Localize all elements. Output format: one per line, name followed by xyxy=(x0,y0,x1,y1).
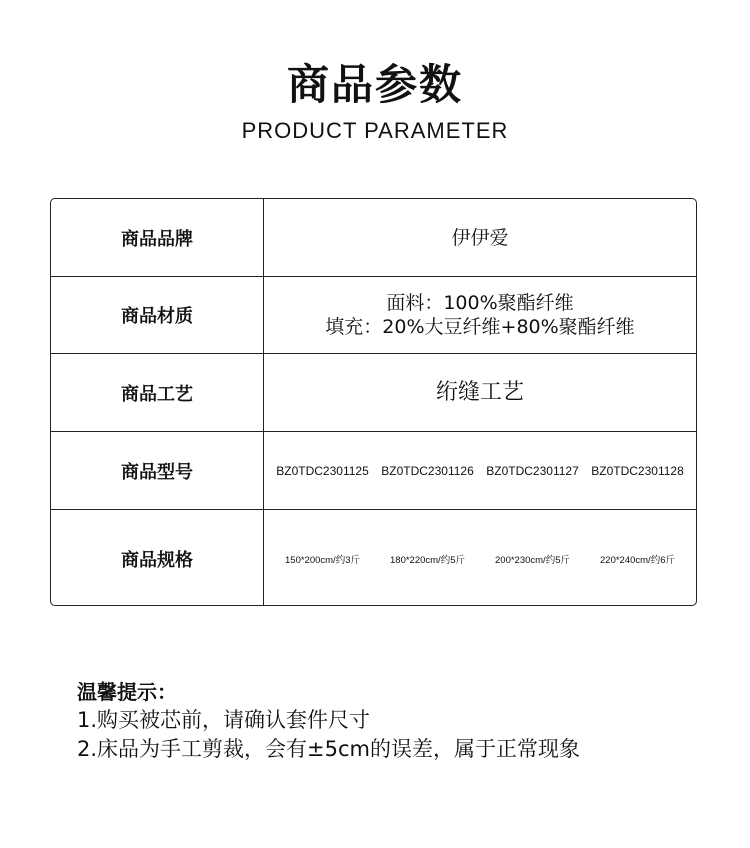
spec-value: 150*200cm/约3斤 xyxy=(285,554,360,566)
brand-value: 伊伊爱 xyxy=(451,226,509,249)
model-value: BZ0TDC2301127 xyxy=(486,463,579,478)
model-value: BZ0TDC2301126 xyxy=(381,463,474,478)
row-craft xyxy=(51,353,696,431)
material-value xyxy=(264,277,696,353)
spec-label: 商品规格 xyxy=(51,510,264,606)
page-subtitle: PRODUCT PARAMETER xyxy=(241,118,509,143)
brand-label: 商品品牌 xyxy=(51,199,264,276)
craft-value: 绗缝工艺 xyxy=(435,379,524,405)
model-value: BZ0TDC2301128 xyxy=(591,463,684,478)
spec-values xyxy=(264,510,696,606)
parameter-table xyxy=(50,198,697,606)
material-fabric: 面料：100%聚酯纤维 xyxy=(386,292,574,314)
row-model xyxy=(51,431,696,509)
row-material xyxy=(51,276,696,353)
model-value: BZ0TDC2301125 xyxy=(276,463,369,478)
material-label: 商品材质 xyxy=(51,277,264,353)
page-title: 商品参数 xyxy=(286,60,463,109)
tips-section xyxy=(77,678,580,764)
row-spec xyxy=(51,509,696,606)
spec-value: 180*220cm/约5斤 xyxy=(390,554,465,566)
craft-label: 商品工艺 xyxy=(51,354,264,431)
spec-value: 220*240cm/约6斤 xyxy=(600,554,675,566)
spec-value: 200*230cm/约5斤 xyxy=(495,554,570,566)
row-brand xyxy=(51,199,696,276)
model-values xyxy=(264,432,696,509)
tip-item: 2.床品为手工剪裁，会有±5cm的误差，属于正常现象 xyxy=(77,737,580,761)
tips-heading: 温馨提示： xyxy=(77,680,177,704)
tip-item: 1.购买被芯前，请确认套件尺寸 xyxy=(77,708,371,732)
material-filling: 填充：20%大豆纤维+80%聚酯纤维 xyxy=(325,316,635,338)
model-label: 商品型号 xyxy=(51,432,264,509)
